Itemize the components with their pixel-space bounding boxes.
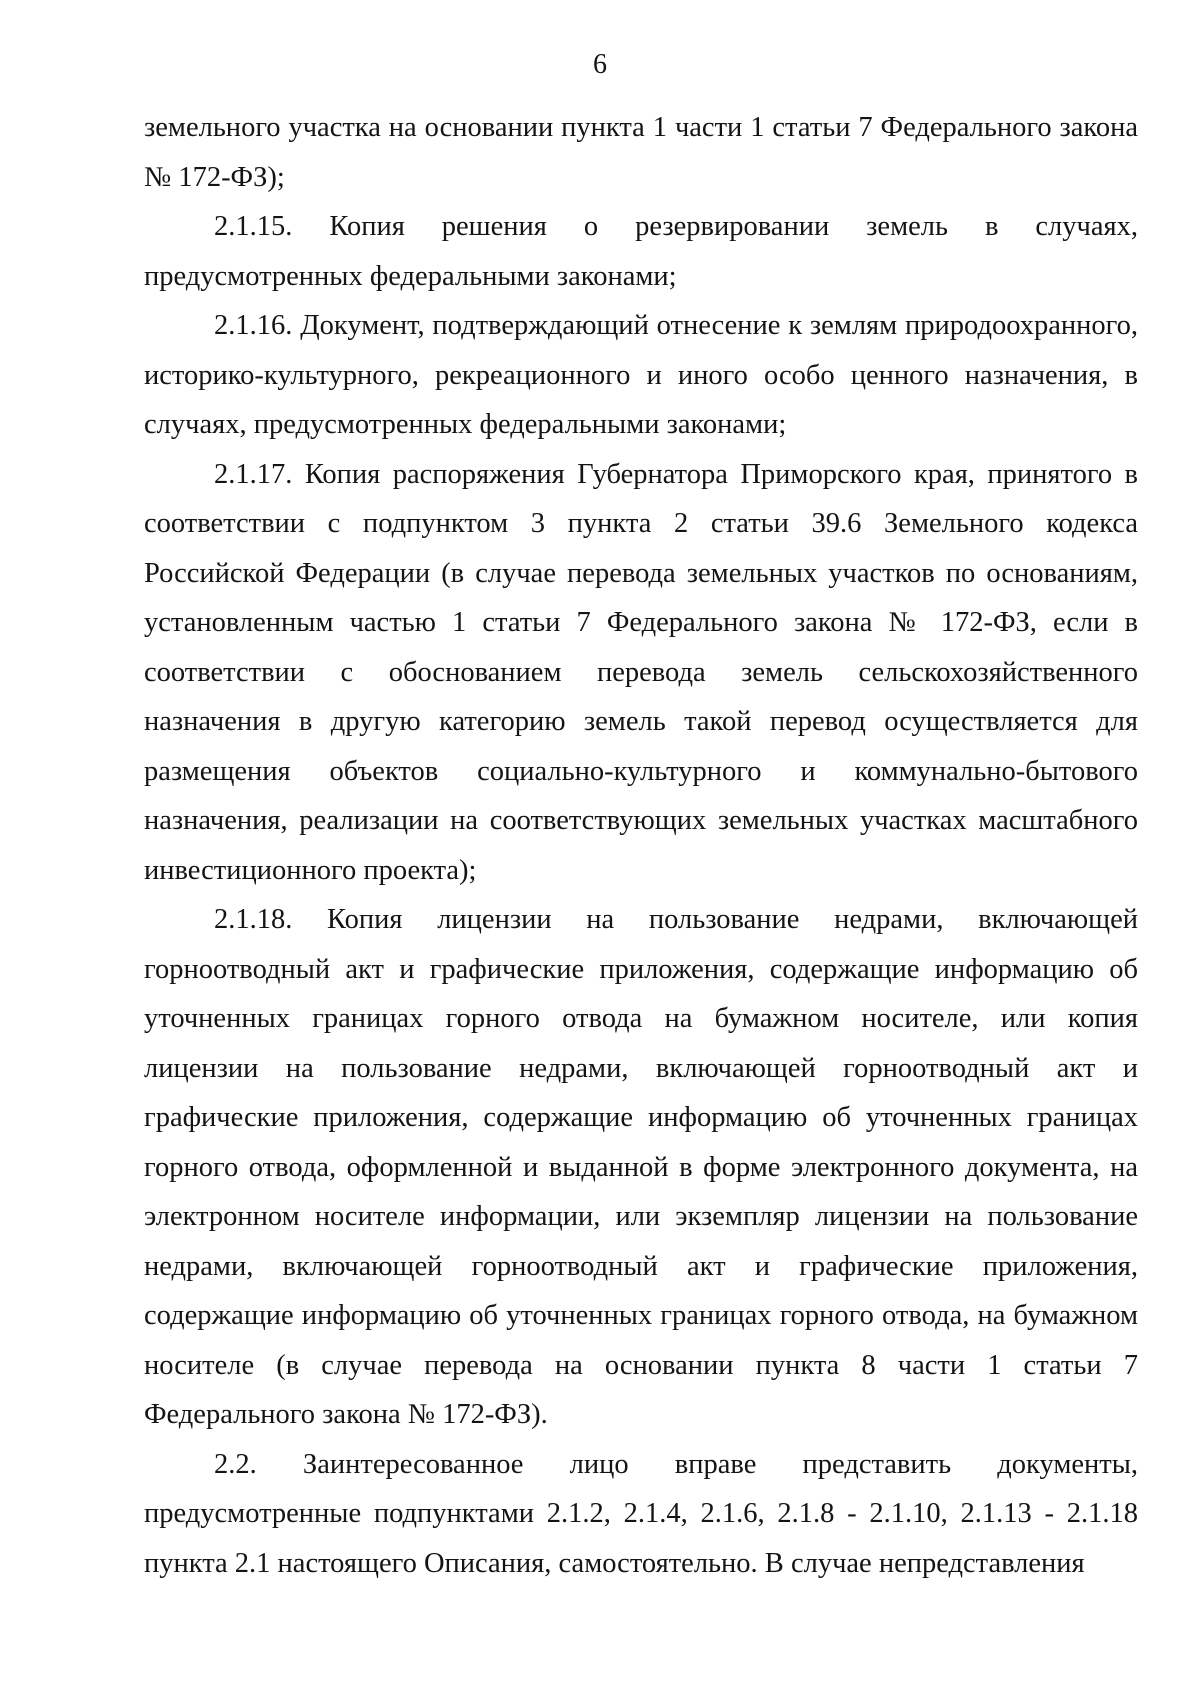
page-number: 6 [593,49,607,80]
document-body [144,103,1138,1588]
paragraph-2-1-16: 2.1.16. Документ, подтверждающий отнесение к землям природоохранного, историко-культурного, рекреационного и иного особо ценного назначения, в случаях, предусмотренных федеральными законами; [144,310,1138,440]
paragraph-continuation: земельного участка на основании пункта 1 части 1 статьи 7 Федерального закона № 172-ФЗ); [144,112,1138,193]
paragraph-2-2: 2.2. Заинтересованное лицо вправе представить документы, предусмотренные подпунктами 2.1.2, 2.1.4, 2.1.6, 2.1.8 - 2.1.10, 2.1.13 - 2.1.18 пункта 2.1 настоящего Описания, самостоятельно. В случае непредставления [144,1448,1138,1579]
paragraph-2-1-17: 2.1.17. Копия распоряжения Губернатора Приморского края, принятого в соответствии с подпунктом 3 пункта 2 статьи 39.6 Земельного кодекса Российской Федерации (в случае перевода земельных участков по основаниям, установленным частью 1 статьи 7 Федерального закона № 172-ФЗ, если в соответствии с обоснованием перевода земель сельскохозяйственного назначения в другую категорию земель такой перевод осуществляется для размещения объектов социально-культурного и коммунально-бытового назначения, реализации на соответствующих земельных участках масштабного инвестиционного проекта); [144,458,1138,886]
paragraph-2-1-15: 2.1.15. Копия решения о резервировании земель в случаях, предусмотренных федеральными законами; [144,211,1138,292]
paragraph-2-1-18: 2.1.18. Копия лицензии на пользование недрами, включающей горноотводный акт и графические приложения, содержащие информацию об уточненных границах горного отвода на бумажном носителе, или копия лицензии на пользование недрами, включающей горноотводный акт и графические приложения, содержащие информацию об уточненных границах горного отвода, оформленной и выданной в форме электронного документа, на электронном носителе информации, или экземпляр лицензии на пользование недрами, включающей горноотводный акт и графические приложения, содержащие информацию об уточненных границах горного отвода, на бумажном носителе (в случае перевода на основании пункта 8 части 1 статьи 7 Федерального закона № 172-ФЗ). [144,904,1138,1430]
